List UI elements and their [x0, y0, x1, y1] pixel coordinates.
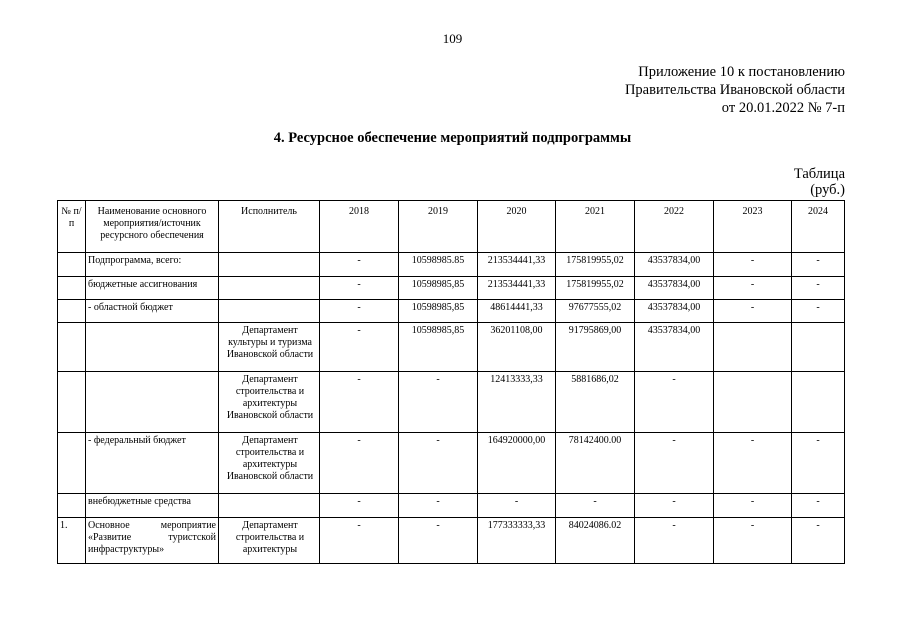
cell-2018: -: [320, 300, 399, 323]
cell-2019: -: [399, 433, 478, 494]
cell-num: [58, 433, 86, 494]
table-row: [58, 494, 845, 518]
cell-2019: 10598985,85: [399, 277, 478, 300]
table-row: [58, 277, 845, 300]
cell-executor: [219, 494, 320, 518]
cell-2021: 97677555,02: [556, 300, 635, 323]
cell-2019: -: [399, 518, 478, 564]
cell-executor: [219, 277, 320, 300]
table-row: [58, 518, 845, 564]
appendix-note: [625, 63, 845, 117]
page-number: 109: [442, 31, 463, 46]
cell-2021: 84024086.02: [556, 518, 635, 564]
cell-name: Подпрограмма, всего:: [86, 253, 219, 277]
header-executor: Исполнитель: [219, 201, 320, 253]
cell-2023: -: [714, 277, 792, 300]
header-2021: 2021: [556, 201, 635, 253]
cell-num: [58, 300, 86, 323]
header-2023: 2023: [714, 201, 792, 253]
cell-2021: 91795869,00: [556, 323, 635, 372]
cell-2021: 5881686,02: [556, 372, 635, 433]
cell-2023: -: [714, 494, 792, 518]
cell-executor: Департамент строительства и архитектуры Ивановской области: [219, 433, 320, 494]
appendix-line-3: от 20.01.2022 № 7-п: [721, 100, 845, 116]
cell-2021: -: [556, 494, 635, 518]
cell-2019: 10598985,85: [399, 300, 478, 323]
cell-2023: [714, 323, 792, 372]
table-label: [794, 166, 845, 198]
cell-2020: 177333333,33: [478, 518, 556, 564]
cell-2024: [792, 372, 845, 433]
cell-2024: -: [792, 518, 845, 564]
cell-num: [58, 372, 86, 433]
cell-2019: 10598985,85: [399, 323, 478, 372]
cell-2023: -: [714, 300, 792, 323]
header-2018: 2018: [320, 201, 399, 253]
cell-name: Основное мероприятие «Развитие туристской инфраструктуры»: [86, 518, 219, 564]
cell-name: - федеральный бюджет: [86, 433, 219, 494]
table-header-row: [58, 201, 845, 253]
cell-2024: [792, 323, 845, 372]
cell-executor: [219, 300, 320, 323]
cell-2021: 175819955,02: [556, 253, 635, 277]
cell-2018: -: [320, 323, 399, 372]
header-2022: 2022: [635, 201, 714, 253]
table-row: [58, 253, 845, 277]
cell-2023: -: [714, 518, 792, 564]
cell-2018: -: [320, 518, 399, 564]
cell-2018: -: [320, 277, 399, 300]
cell-name: внебюджетные средства: [86, 494, 219, 518]
cell-executor: Департамент культуры и туризма Ивановской области: [219, 323, 320, 372]
cell-2023: -: [714, 433, 792, 494]
cell-2024: -: [792, 494, 845, 518]
cell-2024: -: [792, 433, 845, 494]
cell-2022: 43537834,00: [635, 277, 714, 300]
cell-executor: Департамент строительства и архитектуры: [219, 518, 320, 564]
cell-num: [58, 277, 86, 300]
cell-2023: -: [714, 253, 792, 277]
table-label-line-1: Таблица: [793, 166, 845, 182]
cell-2020: 213534441,33: [478, 277, 556, 300]
cell-executor: [219, 253, 320, 277]
table-row: [58, 372, 845, 433]
cell-2020: 48614441,33: [478, 300, 556, 323]
cell-2023: [714, 372, 792, 433]
table-row: [58, 433, 845, 494]
cell-2020: 12413333,33: [478, 372, 556, 433]
cell-2018: -: [320, 372, 399, 433]
cell-2022: 43537834,00: [635, 300, 714, 323]
cell-2022: -: [635, 494, 714, 518]
header-2020: 2020: [478, 201, 556, 253]
cell-2019: -: [399, 372, 478, 433]
cell-num: 1.: [58, 518, 86, 564]
cell-2020: 36201108,00: [478, 323, 556, 372]
cell-2018: -: [320, 494, 399, 518]
cell-2018: -: [320, 253, 399, 277]
table-label-units: (руб.): [810, 182, 845, 198]
cell-name: бюджетные ассигнования: [86, 277, 219, 300]
cell-2019: -: [399, 494, 478, 518]
table-row: [58, 300, 845, 323]
resource-table: [57, 200, 845, 564]
cell-name: [86, 372, 219, 433]
cell-name: [86, 323, 219, 372]
appendix-line-1: Приложение 10 к постановлению: [638, 64, 845, 80]
cell-2022: -: [635, 433, 714, 494]
header-num: № п/п: [58, 201, 86, 253]
cell-2022: -: [635, 518, 714, 564]
cell-2024: -: [792, 253, 845, 277]
header-2024: 2024: [792, 201, 845, 253]
cell-2024: -: [792, 277, 845, 300]
cell-num: [58, 253, 86, 277]
cell-2024: -: [792, 300, 845, 323]
cell-2020: -: [478, 494, 556, 518]
header-2019: 2019: [399, 201, 478, 253]
cell-2022: 43537834,00: [635, 323, 714, 372]
cell-num: [58, 323, 86, 372]
appendix-line-2: Правительства Ивановской области: [624, 82, 845, 98]
section-title: 4. Ресурсное обеспечение мероприятий подпрограммы: [273, 130, 632, 146]
cell-2020: 213534441,33: [478, 253, 556, 277]
cell-2018: -: [320, 433, 399, 494]
cell-2022: -: [635, 372, 714, 433]
cell-2020: 164920000,00: [478, 433, 556, 494]
cell-2021: 175819955,02: [556, 277, 635, 300]
cell-name: - областной бюджет: [86, 300, 219, 323]
cell-num: [58, 494, 86, 518]
cell-2019: 10598985.85: [399, 253, 478, 277]
header-name: Наименование основного мероприятия/источник ресурсного обеспечения: [86, 201, 219, 253]
cell-executor: Департамент строительства и архитектуры Ивановской области: [219, 372, 320, 433]
table-row: [58, 323, 845, 372]
cell-2022: 43537834,00: [635, 253, 714, 277]
cell-2021: 78142400.00: [556, 433, 635, 494]
